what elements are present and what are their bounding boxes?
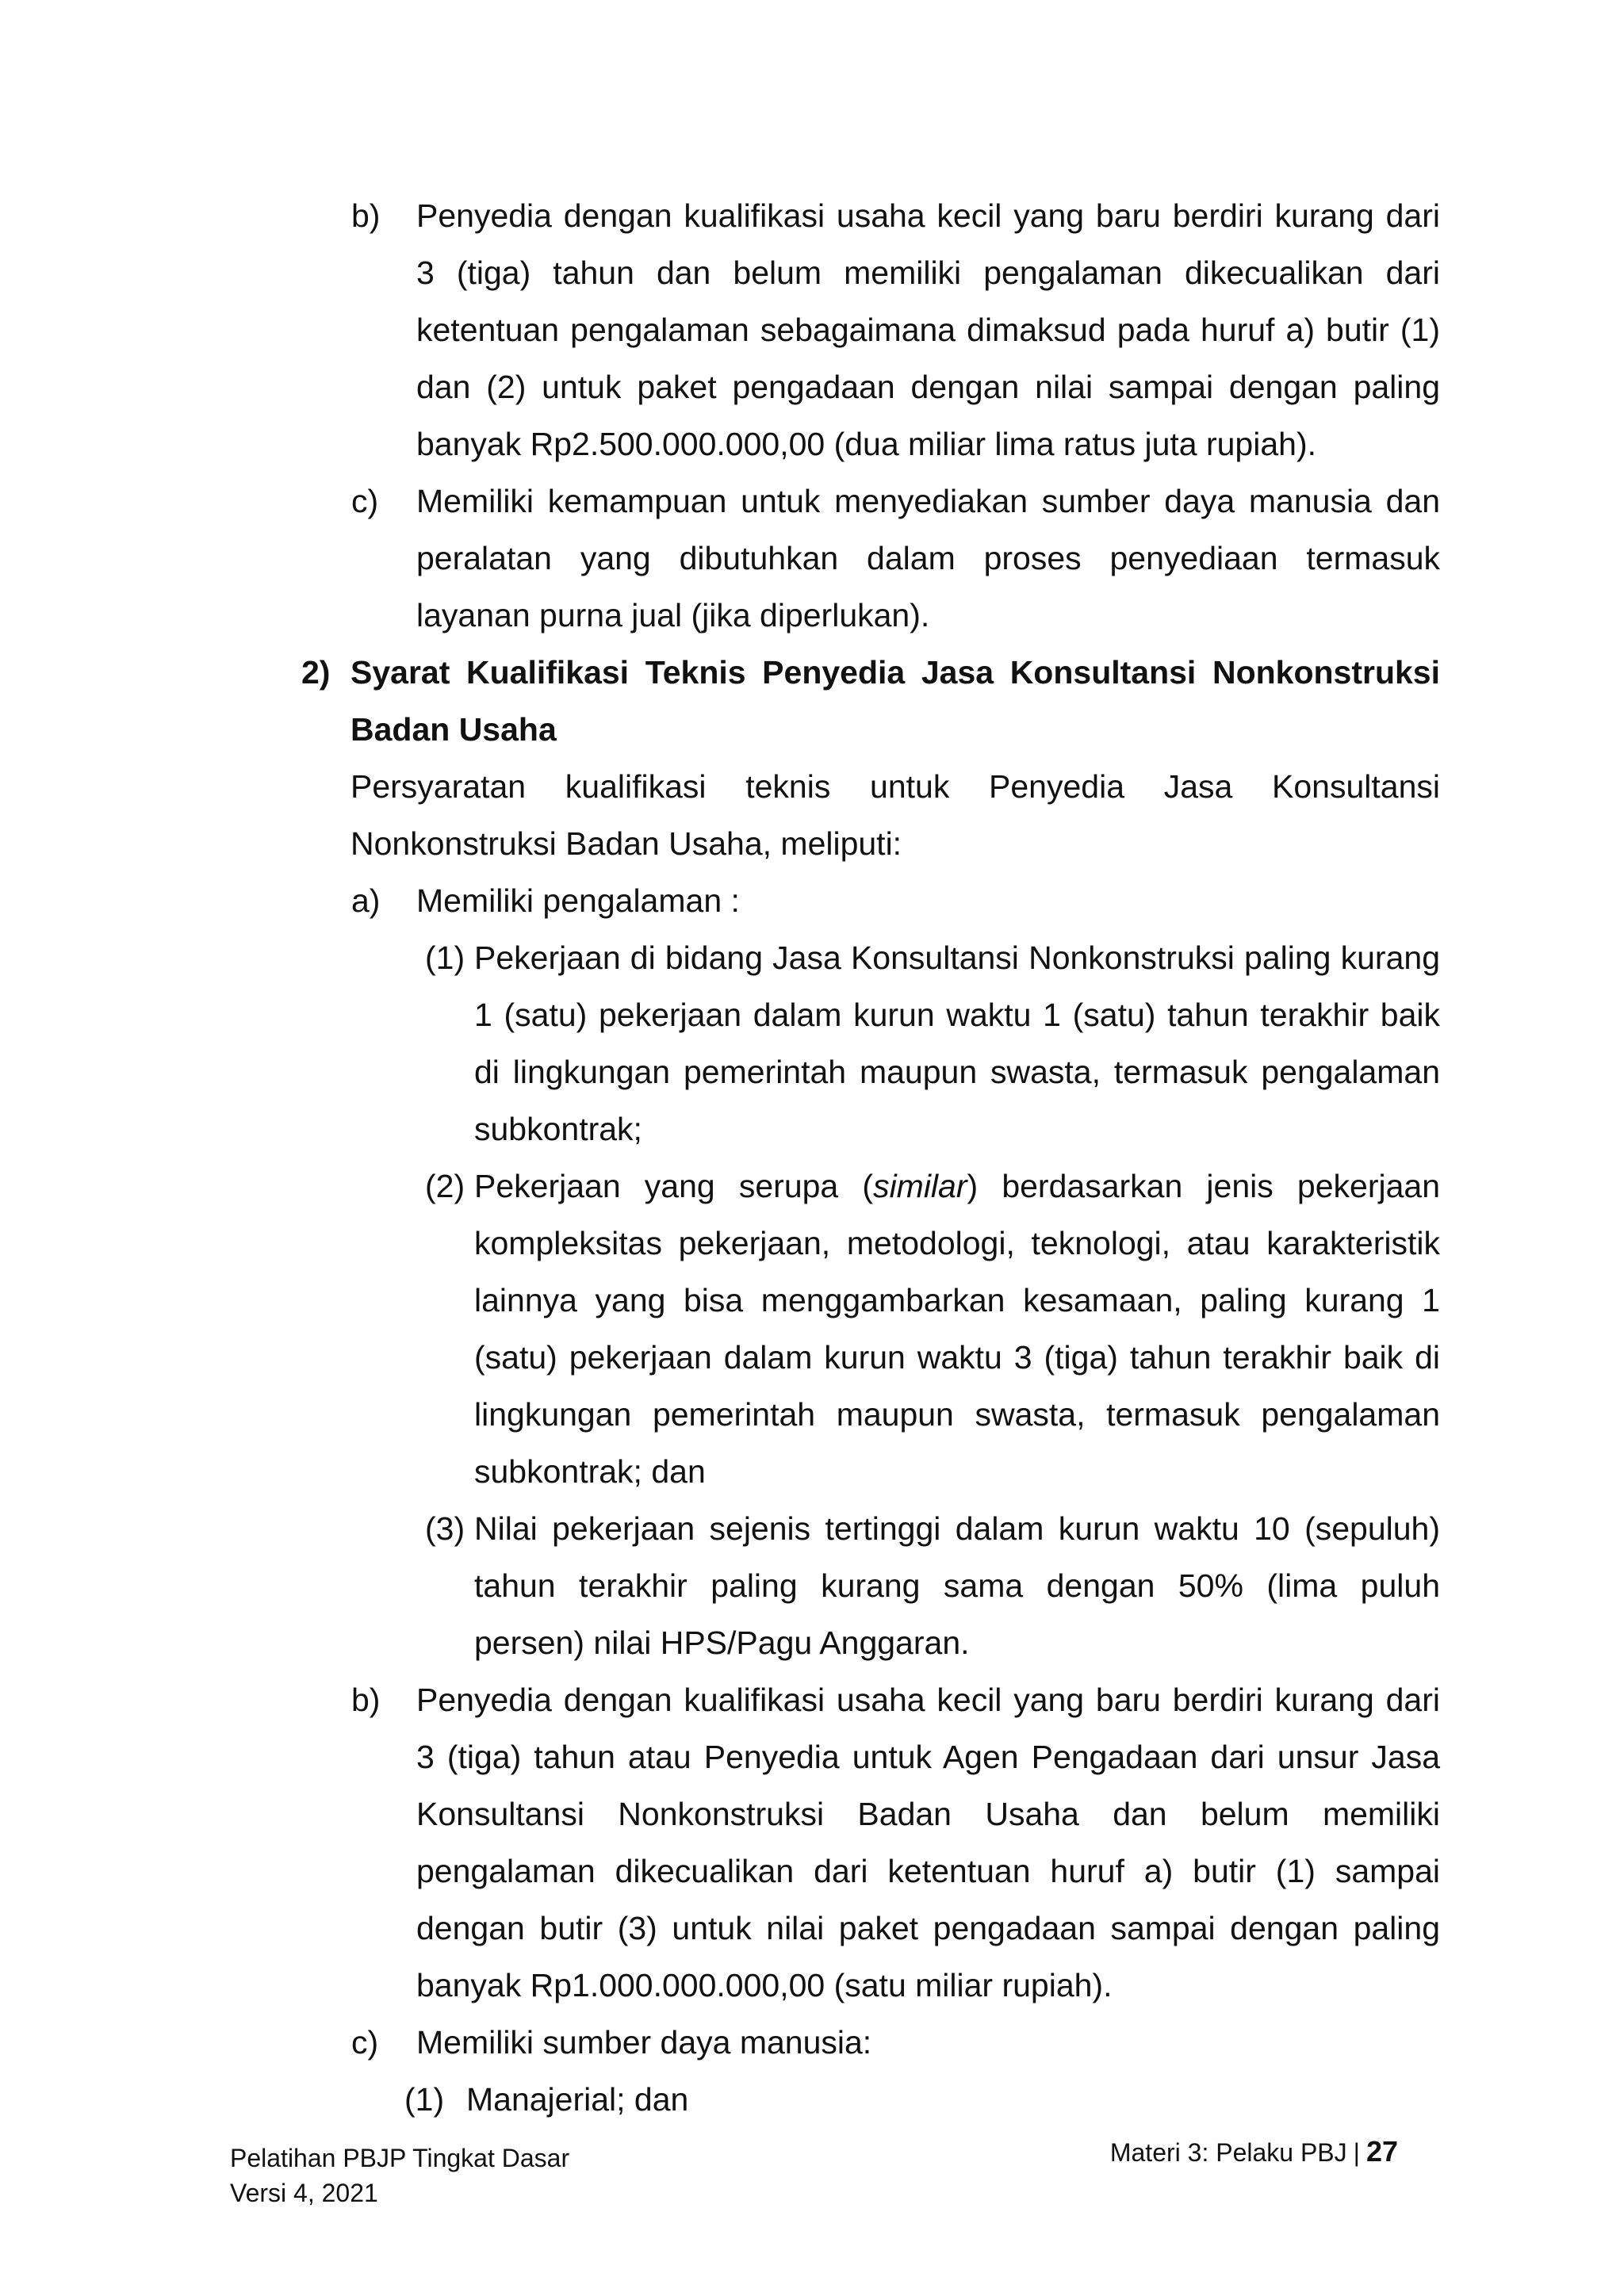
- page-number: 27: [1365, 2135, 1398, 2168]
- sub-list-item-text: Pekerjaan di bidang Jasa Konsultansi Nonkonstruksi paling kurang 1 (satu) pekerjaan dalam kurun waktu 1 (satu) tahun terakhir baik di lingkungan pemerintah maupun swasta, termasuk pengalaman subkontrak;: [474, 939, 1440, 1147]
- sub-list-marker: (2): [425, 1168, 465, 1204]
- list-item: [351, 872, 1440, 929]
- footer-version: Versi 4, 2021: [230, 2179, 378, 2207]
- footer-right: [1110, 2134, 1398, 2170]
- section-heading-item: [301, 644, 1440, 758]
- list-item-text: Penyedia dengan kualifikasi usaha kecil yang baru berdiri kurang dari 3 (tiga) tahun dan belum memiliki pengalaman dikecualikan dari ketentuan pengalaman sebagaimana dimaksud pada huruf a) butir (1) dan (2) untuk paket pengadaan dengan nilai sampai dengan paling banyak Rp2.500.000.000,00 (dua miliar lima ratus juta rupiah).: [416, 197, 1440, 462]
- sub-list-item: [425, 929, 1440, 1158]
- page-content: [301, 187, 1440, 2128]
- list-item-text: Penyedia dengan kualifikasi usaha kecil yang baru berdiri kurang dari 3 (tiga) tahun atau Penyedia untuk Agen Pengadaan dari unsur Jasa Konsultansi Nonkonstruksi Badan Usaha dan belum memiliki pengalaman dikecualikan dari ketentuan huruf a) butir (1) sampai dengan butir (3) untuk nilai paket pengadaan sampai dengan paling banyak Rp1.000.000.000,00 (satu miliar rupiah).: [416, 1682, 1440, 2003]
- section-heading: Syarat Kualifikasi Teknis Penyedia Jasa Konsultansi Nonkonstruksi Badan Usaha: [350, 654, 1440, 748]
- sub-list-item-text: Manajerial; dan: [466, 2081, 689, 2118]
- list-item: [351, 187, 1440, 473]
- footer-course-title: Pelatihan PBJP Tingkat Dasar: [230, 2144, 570, 2172]
- list-marker: c): [351, 483, 379, 519]
- sub-list-marker: (1): [404, 2081, 445, 2118]
- list-item: [351, 1671, 1440, 2014]
- sub-list-marker: (3): [425, 1510, 465, 1547]
- sub-list-item-text-before: Pekerjaan yang serupa (: [474, 1168, 874, 1204]
- list-item: [351, 2014, 1440, 2071]
- footer-left: [230, 2141, 569, 2210]
- sub-list-item-text-italic: similar: [873, 1168, 967, 1204]
- list-item-text: Memiliki sumber daya manusia:: [416, 2024, 872, 2061]
- sub-list-item-text-after: ) berdasarkan jenis pekerjaan kompleksitas pekerjaan, metodologi, teknologi, atau karakteristik lainnya yang bisa menggambarkan kesamaan, paling kurang 1 (satu) pekerjaan dalam kurun waktu 3 (tiga) tahun terakhir baik di lingkungan pemerintah maupun swasta, termasuk pengalaman subkontrak; dan: [474, 1168, 1440, 1490]
- sub-list-item: [425, 1500, 1440, 1671]
- sub-list-item: [404, 2071, 1440, 2128]
- list-marker: b): [351, 1682, 381, 1718]
- sub-list-item: [425, 1158, 1440, 1500]
- footer-module-label: Materi 3: Pelaku PBJ: [1109, 2138, 1347, 2167]
- list-item: [351, 473, 1440, 644]
- list-marker: a): [351, 882, 381, 919]
- sub-list-marker: (1): [425, 939, 465, 976]
- sub-list-item-text: Nilai pekerjaan sejenis tertinggi dalam kurun waktu 10 (sepuluh) tahun terakhir paling kurang sama dengan 50% (lima puluh persen) nilai HPS/Pagu Anggaran.: [474, 1510, 1440, 1661]
- footer-separator: |: [1353, 2138, 1360, 2167]
- section-number: 2): [301, 654, 331, 691]
- list-item-text: Memiliki pengalaman :: [416, 882, 740, 919]
- list-marker: c): [351, 2024, 379, 2061]
- list-item-text: Memiliki kemampuan untuk menyediakan sumber daya manusia dan peralatan yang dibutuhkan dalam proses penyediaan termasuk layanan purna jual (jika diperlukan).: [416, 483, 1440, 633]
- list-marker: b): [351, 197, 381, 234]
- intro-paragraph: Persyaratan kualifikasi teknis untuk Penyedia Jasa Konsultansi Nonkonstruksi Badan Usaha, meliputi:: [350, 768, 1440, 862]
